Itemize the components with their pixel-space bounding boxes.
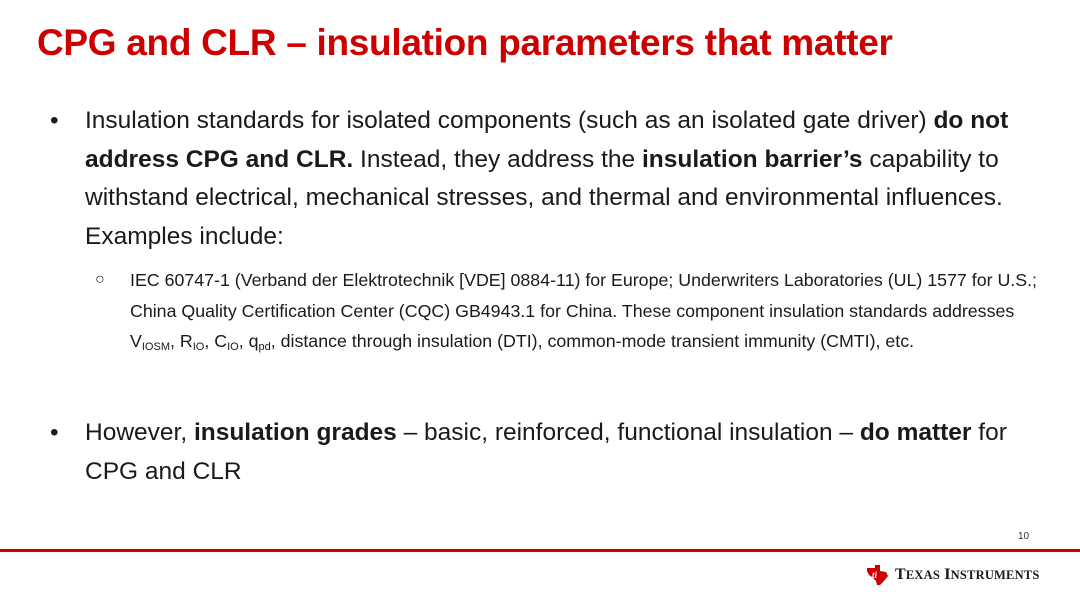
- text-run: Instead, they address the: [353, 145, 642, 173]
- text-run: , R: [170, 331, 193, 351]
- subscript: IO: [227, 341, 239, 353]
- company-logo: [864, 562, 1040, 588]
- page-number: 10: [1018, 531, 1030, 542]
- bullet-marker: •: [50, 107, 59, 134]
- subscript: pd: [258, 341, 271, 353]
- logo-letters: EXAS: [905, 568, 941, 582]
- bullet-text: [85, 102, 1045, 256]
- text-run: IEC 60747-1 (Verband der Elektrotechnik [VDE] 0884-11) for Europe; Underwriters Laboratories (UL) 1577 for U.S.; China Quality Certification Center (CQC) GB4943.1 for China. These component insulation standards addresses V: [130, 270, 1037, 351]
- logo-wordmark: [895, 566, 1040, 584]
- text-run: , q: [238, 331, 259, 351]
- slide-title: CPG and CLR – insulation parameters that matter: [37, 22, 893, 63]
- text-run: , C: [204, 331, 228, 351]
- footer-divider: [0, 549, 1080, 552]
- bold-text-run: insulation barrier’s: [641, 145, 863, 173]
- subscript: IOSM: [141, 341, 170, 353]
- bullet-text: [85, 414, 1045, 491]
- bold-text-run: do matter: [859, 419, 972, 446]
- text-run: – basic, reinforced, functional insulation –: [396, 419, 860, 446]
- svg-text:ti: ti: [872, 570, 878, 580]
- bullet-marker: •: [50, 419, 59, 446]
- bold-text-run: insulation grades: [193, 419, 397, 446]
- sub-bullet-text: [130, 265, 1050, 357]
- subscript: IO: [192, 341, 205, 353]
- logo-letter: T: [895, 566, 906, 583]
- text-run: Insulation standards for isolated components (such as an isolated gate driver): [85, 107, 934, 134]
- text-run: for CPG and CLR: [85, 419, 1007, 485]
- logo-letters: NSTRUMENTS: [950, 568, 1040, 582]
- texas-instruments-logo-icon: [864, 562, 890, 588]
- text-run: However,: [85, 419, 194, 446]
- bold-text-run: do not address CPG and CLR.: [85, 107, 1009, 173]
- text-run: capability to withstand electrical, mechanical stresses, and thermal and environmental influences. Examples include:: [85, 145, 1003, 250]
- text-run: , distance through insulation (DTI), common-mode transient immunity (CMTI), etc.: [270, 331, 915, 351]
- logo-letter: I: [944, 566, 951, 583]
- sub-bullet-marker: ○: [95, 271, 105, 288]
